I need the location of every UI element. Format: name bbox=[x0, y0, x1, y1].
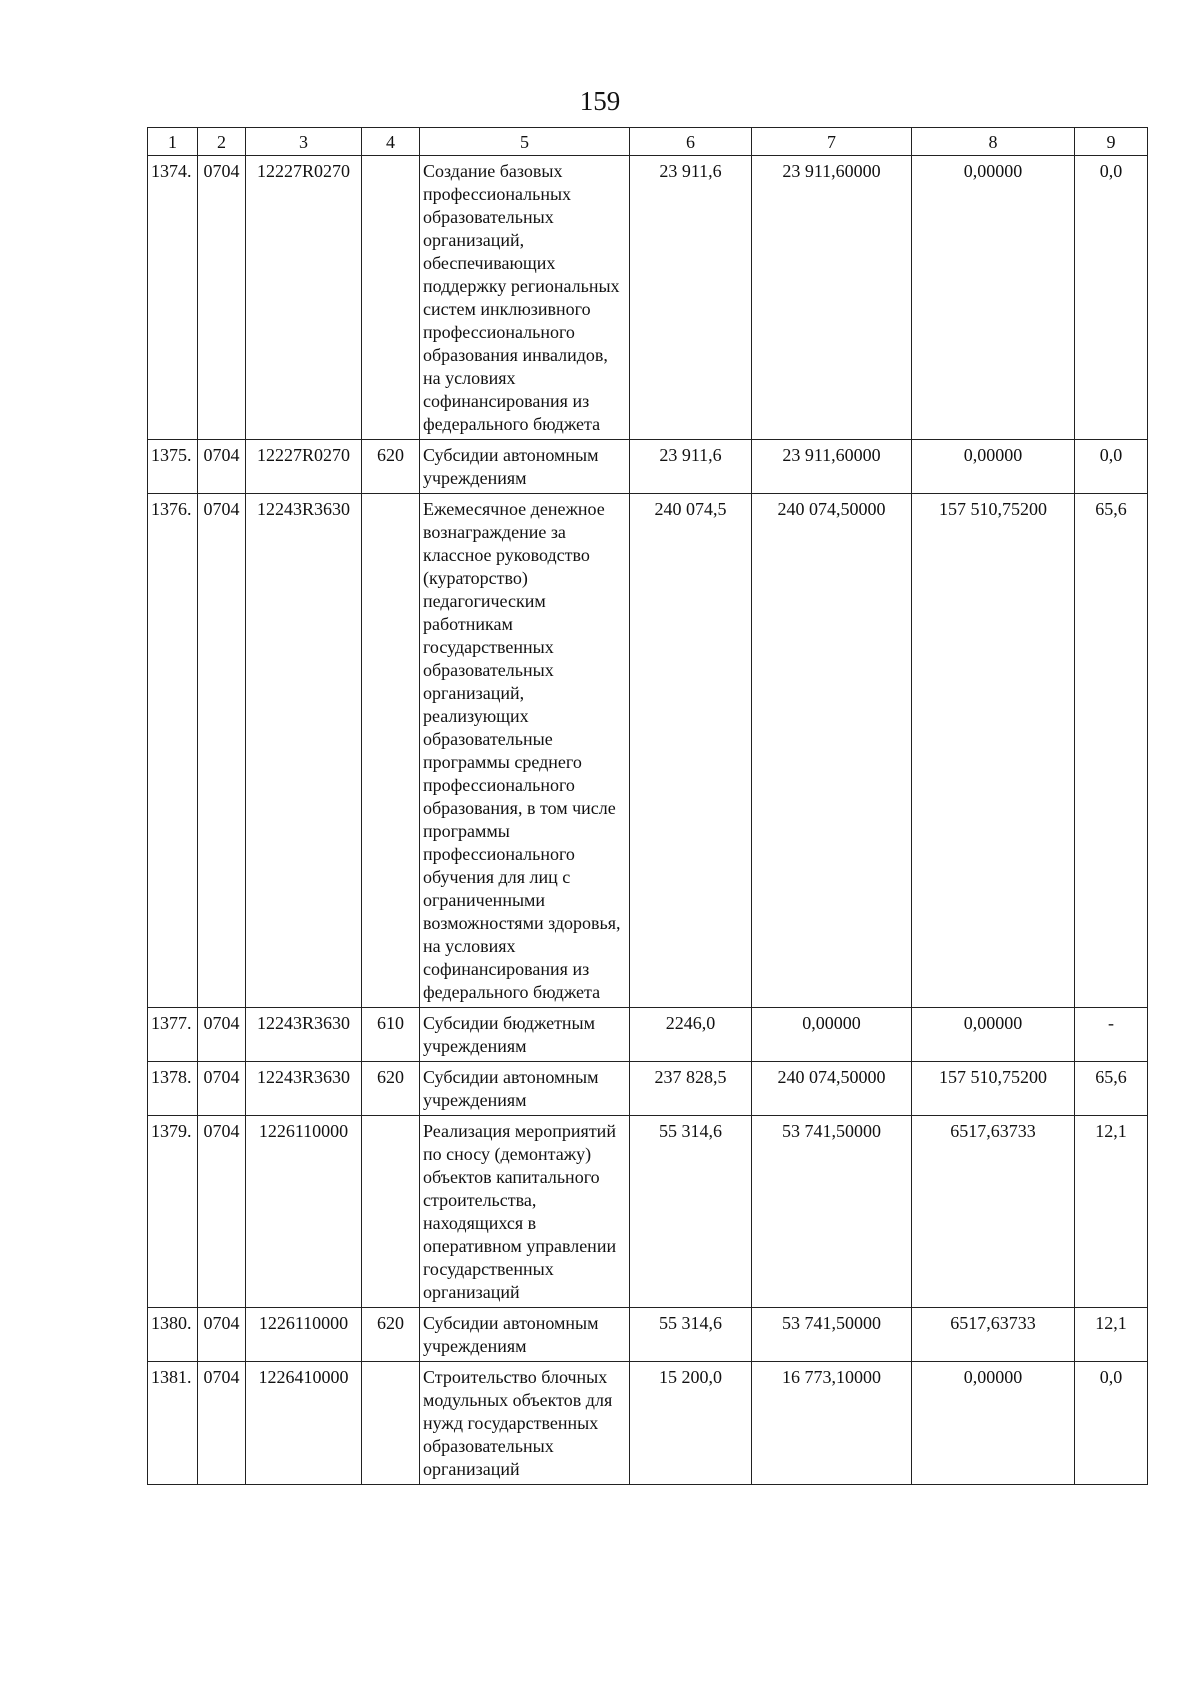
section-code-cell: 0704 bbox=[198, 1308, 246, 1362]
header-cell: 8 bbox=[912, 128, 1075, 156]
page-number: 159 bbox=[579, 86, 621, 116]
row-number-cell: 1374. bbox=[148, 156, 198, 440]
table-row bbox=[148, 1116, 1148, 1308]
item-name-cell: Строительство блочных модульных объектов для нужд государственных образовательных организаций bbox=[420, 1362, 630, 1485]
table-row bbox=[148, 1062, 1148, 1116]
table-row bbox=[148, 440, 1148, 494]
section-code-cell: 0704 bbox=[198, 1062, 246, 1116]
item-name-cell: Субсидии автономным учреждениям bbox=[420, 440, 630, 494]
target-code-cell: 12243R3630 bbox=[246, 494, 362, 1008]
expense-type-cell bbox=[362, 1362, 420, 1485]
percent-cell: 65,6 bbox=[1075, 1062, 1148, 1116]
header-cell: 1 bbox=[148, 128, 198, 156]
item-name-cell: Реализация мероприятий по сносу (демонтажу) объектов капитального строительства, находящихся в оперативном управлении государственных организаций bbox=[420, 1116, 630, 1308]
percent-cell: 0,0 bbox=[1075, 156, 1148, 440]
executed-amount-cell: 0,00000 bbox=[912, 156, 1075, 440]
plan-amount-cell: 23 911,6 bbox=[630, 440, 752, 494]
plan-amount-cell: 55 314,6 bbox=[630, 1116, 752, 1308]
table-row bbox=[148, 1362, 1148, 1485]
executed-amount-cell: 0,00000 bbox=[912, 1008, 1075, 1062]
executed-amount-cell: 0,00000 bbox=[912, 440, 1075, 494]
section-code-cell: 0704 bbox=[198, 1008, 246, 1062]
percent-cell: 0,0 bbox=[1075, 1362, 1148, 1485]
target-code-cell: 1226110000 bbox=[246, 1308, 362, 1362]
plan-amount-cell: 240 074,5 bbox=[630, 494, 752, 1008]
row-number-cell: 1380. bbox=[148, 1308, 198, 1362]
refined-amount-cell: 0,00000 bbox=[752, 1008, 912, 1062]
target-code-cell: 1226110000 bbox=[246, 1116, 362, 1308]
percent-cell: 65,6 bbox=[1075, 494, 1148, 1008]
row-number-cell: 1375. bbox=[148, 440, 198, 494]
refined-amount-cell: 240 074,50000 bbox=[752, 1062, 912, 1116]
executed-amount-cell: 157 510,75200 bbox=[912, 1062, 1075, 1116]
row-number-cell: 1378. bbox=[148, 1062, 198, 1116]
header-cell: 6 bbox=[630, 128, 752, 156]
percent-cell: - bbox=[1075, 1008, 1148, 1062]
header-cell: 4 bbox=[362, 128, 420, 156]
plan-amount-cell: 15 200,0 bbox=[630, 1362, 752, 1485]
expense-type-cell: 620 bbox=[362, 1062, 420, 1116]
plan-amount-cell: 2246,0 bbox=[630, 1008, 752, 1062]
plan-amount-cell: 55 314,6 bbox=[630, 1308, 752, 1362]
row-number-cell: 1381. bbox=[148, 1362, 198, 1485]
target-code-cell: 12227R0270 bbox=[246, 156, 362, 440]
target-code-cell: 12243R3630 bbox=[246, 1062, 362, 1116]
table-body bbox=[148, 156, 1148, 1485]
item-name-cell: Субсидии бюджетным учреждениям bbox=[420, 1008, 630, 1062]
percent-cell: 0,0 bbox=[1075, 440, 1148, 494]
target-code-cell: 12243R3630 bbox=[246, 1008, 362, 1062]
expense-type-cell: 620 bbox=[362, 440, 420, 494]
table-row bbox=[148, 494, 1148, 1008]
header-cell: 9 bbox=[1075, 128, 1148, 156]
budget-table bbox=[147, 127, 1148, 1485]
executed-amount-cell: 6517,63733 bbox=[912, 1308, 1075, 1362]
item-name-cell: Субсидии автономным учреждениям bbox=[420, 1062, 630, 1116]
plan-amount-cell: 237 828,5 bbox=[630, 1062, 752, 1116]
table-row bbox=[148, 1308, 1148, 1362]
section-code-cell: 0704 bbox=[198, 1116, 246, 1308]
expense-type-cell bbox=[362, 156, 420, 440]
section-code-cell: 0704 bbox=[198, 494, 246, 1008]
refined-amount-cell: 23 911,60000 bbox=[752, 440, 912, 494]
row-number-cell: 1376. bbox=[148, 494, 198, 1008]
refined-amount-cell: 16 773,10000 bbox=[752, 1362, 912, 1485]
refined-amount-cell: 23 911,60000 bbox=[752, 156, 912, 440]
target-code-cell: 1226410000 bbox=[246, 1362, 362, 1485]
row-number-cell: 1377. bbox=[148, 1008, 198, 1062]
expense-type-cell bbox=[362, 494, 420, 1008]
target-code-cell: 12227R0270 bbox=[246, 440, 362, 494]
percent-cell: 12,1 bbox=[1075, 1308, 1148, 1362]
expense-type-cell: 620 bbox=[362, 1308, 420, 1362]
refined-amount-cell: 53 741,50000 bbox=[752, 1308, 912, 1362]
item-name-cell: Ежемесячное денежное вознаграждение за классное руководство (кураторство) педагогическим работникам государственных образовательных организаций, реализующих образовательные программы среднего профессионального образования, в том числе программы профессионального обучения для лиц с ограниченными возможностями здоровья, на условиях софинансирования из федерального бюджета bbox=[420, 494, 630, 1008]
executed-amount-cell: 0,00000 bbox=[912, 1362, 1075, 1485]
plan-amount-cell: 23 911,6 bbox=[630, 156, 752, 440]
executed-amount-cell: 157 510,75200 bbox=[912, 494, 1075, 1008]
section-code-cell: 0704 bbox=[198, 1362, 246, 1485]
row-number-cell: 1379. bbox=[148, 1116, 198, 1308]
header-cell: 3 bbox=[246, 128, 362, 156]
section-code-cell: 0704 bbox=[198, 156, 246, 440]
header-cell: 2 bbox=[198, 128, 246, 156]
header-cell: 7 bbox=[752, 128, 912, 156]
header-row bbox=[148, 128, 1148, 156]
header-cell: 5 bbox=[420, 128, 630, 156]
executed-amount-cell: 6517,63733 bbox=[912, 1116, 1075, 1308]
table-header bbox=[148, 128, 1148, 156]
section-code-cell: 0704 bbox=[198, 440, 246, 494]
refined-amount-cell: 53 741,50000 bbox=[752, 1116, 912, 1308]
item-name-cell: Субсидии автономным учреждениям bbox=[420, 1308, 630, 1362]
refined-amount-cell: 240 074,50000 bbox=[752, 494, 912, 1008]
expense-type-cell: 610 bbox=[362, 1008, 420, 1062]
expense-type-cell bbox=[362, 1116, 420, 1308]
percent-cell: 12,1 bbox=[1075, 1116, 1148, 1308]
item-name-cell: Создание базовых профессиональных образовательных организаций, обеспечивающих поддержку региональных систем инклюзивного профессионального образования инвалидов, на условиях софинансирования из федерального бюджета bbox=[420, 156, 630, 440]
table-row bbox=[148, 156, 1148, 440]
table-row bbox=[148, 1008, 1148, 1062]
